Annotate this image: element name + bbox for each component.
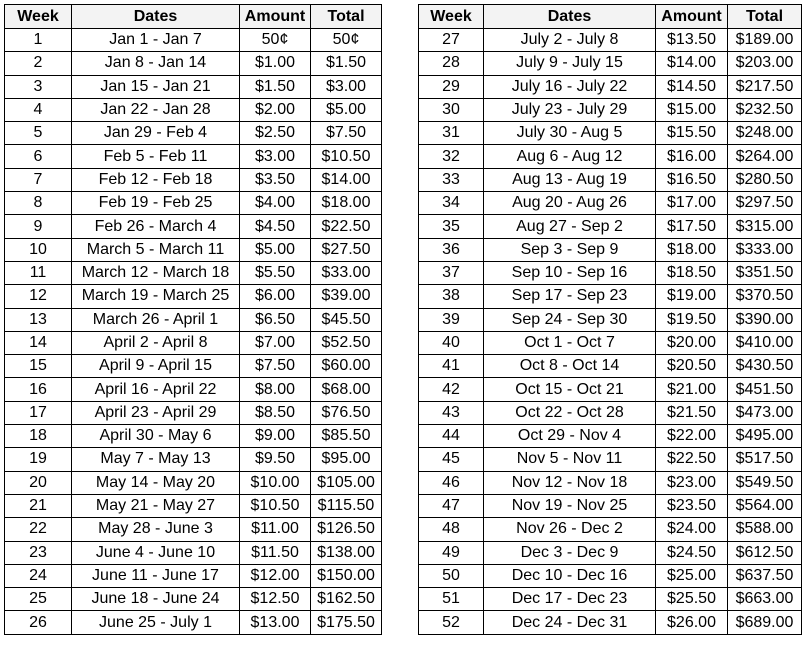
amount-cell: $8.00: [240, 378, 311, 401]
table-row: [419, 215, 802, 238]
amount-cell: $10.00: [240, 471, 311, 494]
week-cell: 36: [419, 238, 484, 261]
week-cell: 21: [5, 494, 72, 517]
amount-cell: $2.00: [240, 98, 311, 121]
week-cell: 27: [419, 29, 484, 52]
week-cell: 46: [419, 471, 484, 494]
dates-cell: June 11 - June 17: [72, 564, 240, 587]
table-row: [419, 588, 802, 611]
amount-cell: $21.00: [656, 378, 728, 401]
dates-cell: April 23 - April 29: [72, 401, 240, 424]
amount-cell: $20.50: [656, 355, 728, 378]
dates-cell: Aug 20 - Aug 26: [484, 192, 656, 215]
dates-cell: Sep 17 - Sep 23: [484, 285, 656, 308]
total-cell: $105.00: [311, 471, 382, 494]
table-row: [419, 331, 802, 354]
amount-cell: $17.50: [656, 215, 728, 238]
week-cell: 16: [5, 378, 72, 401]
week-cell: 43: [419, 401, 484, 424]
week-cell: 5: [5, 122, 72, 145]
week-cell: 52: [419, 611, 484, 634]
amount-cell: $19.50: [656, 308, 728, 331]
table-row: [419, 98, 802, 121]
amount-cell: $6.00: [240, 285, 311, 308]
total-cell: $5.00: [311, 98, 382, 121]
table-row: [5, 238, 382, 261]
total-cell: $27.50: [311, 238, 382, 261]
amount-cell: $1.00: [240, 52, 311, 75]
total-cell: $126.50: [311, 518, 382, 541]
week-cell: 3: [5, 75, 72, 98]
amount-cell: $7.50: [240, 355, 311, 378]
total-cell: $333.00: [728, 238, 802, 261]
dates-cell: July 2 - July 8: [484, 29, 656, 52]
total-cell: $351.50: [728, 261, 802, 284]
week-cell: 22: [5, 518, 72, 541]
total-cell: $14.00: [311, 168, 382, 191]
table-row: [419, 168, 802, 191]
total-column-header: Total: [311, 5, 382, 29]
total-cell: $52.50: [311, 331, 382, 354]
total-cell: $370.50: [728, 285, 802, 308]
table-row: [5, 168, 382, 191]
table-row: [5, 331, 382, 354]
week-cell: 39: [419, 308, 484, 331]
week-cell: 48: [419, 518, 484, 541]
amount-cell: $26.00: [656, 611, 728, 634]
amount-cell: $7.00: [240, 331, 311, 354]
dates-cell: Oct 22 - Oct 28: [484, 401, 656, 424]
amount-cell: $11.50: [240, 541, 311, 564]
total-cell: $39.00: [311, 285, 382, 308]
week-cell: 1: [5, 29, 72, 52]
table-row: [5, 564, 382, 587]
table-row: [419, 308, 802, 331]
dates-cell: Feb 26 - March 4: [72, 215, 240, 238]
table-row: [419, 448, 802, 471]
table-row: [419, 75, 802, 98]
table-row: [419, 611, 802, 634]
table-body-right: [419, 29, 802, 635]
table-row: [5, 518, 382, 541]
dates-cell: April 9 - April 15: [72, 355, 240, 378]
total-cell: $203.00: [728, 52, 802, 75]
total-cell: $495.00: [728, 425, 802, 448]
table-row: [419, 145, 802, 168]
dates-cell: Aug 6 - Aug 12: [484, 145, 656, 168]
total-cell: $315.00: [728, 215, 802, 238]
amount-cell: $14.50: [656, 75, 728, 98]
total-cell: 50¢: [311, 29, 382, 52]
total-cell: $150.00: [311, 564, 382, 587]
total-column-header: Total: [728, 5, 802, 29]
table-row: [5, 425, 382, 448]
dates-cell: Jan 8 - Jan 14: [72, 52, 240, 75]
total-cell: $280.50: [728, 168, 802, 191]
table-row: [419, 564, 802, 587]
table-row: [5, 471, 382, 494]
amount-cell: $17.00: [656, 192, 728, 215]
table-row: [419, 401, 802, 424]
dates-cell: March 19 - March 25: [72, 285, 240, 308]
total-cell: $549.50: [728, 471, 802, 494]
week-cell: 26: [5, 611, 72, 634]
week-cell: 13: [5, 308, 72, 331]
week-cell: 50: [419, 564, 484, 587]
total-cell: $689.00: [728, 611, 802, 634]
week-cell: 40: [419, 331, 484, 354]
dates-cell: Nov 19 - Nov 25: [484, 494, 656, 517]
amount-cell: $6.50: [240, 308, 311, 331]
week-cell: 38: [419, 285, 484, 308]
amount-cell: 50¢: [240, 29, 311, 52]
week-cell: 8: [5, 192, 72, 215]
schedule-table-weeks-1-26: [4, 4, 382, 635]
dates-cell: April 2 - April 8: [72, 331, 240, 354]
table-row: [5, 261, 382, 284]
week-cell: 11: [5, 261, 72, 284]
table-row: [5, 75, 382, 98]
table-row: [5, 355, 382, 378]
week-cell: 6: [5, 145, 72, 168]
week-cell: 12: [5, 285, 72, 308]
amount-cell: $15.00: [656, 98, 728, 121]
total-cell: $3.00: [311, 75, 382, 98]
total-cell: $232.50: [728, 98, 802, 121]
total-cell: $637.50: [728, 564, 802, 587]
week-cell: 30: [419, 98, 484, 121]
amount-cell: $3.00: [240, 145, 311, 168]
week-cell: 15: [5, 355, 72, 378]
dates-cell: Dec 24 - Dec 31: [484, 611, 656, 634]
week-cell: 18: [5, 425, 72, 448]
table-body-left: [5, 29, 382, 635]
amount-cell: $19.00: [656, 285, 728, 308]
amount-cell: $21.50: [656, 401, 728, 424]
amount-cell: $11.00: [240, 518, 311, 541]
week-cell: 17: [5, 401, 72, 424]
table-row: [5, 308, 382, 331]
total-cell: $10.50: [311, 145, 382, 168]
week-cell: 33: [419, 168, 484, 191]
amount-cell: $22.50: [656, 448, 728, 471]
table-header-row: [5, 5, 382, 29]
week-cell: 2: [5, 52, 72, 75]
week-cell: 51: [419, 588, 484, 611]
dates-cell: Oct 15 - Oct 21: [484, 378, 656, 401]
week-cell: 14: [5, 331, 72, 354]
week-cell: 7: [5, 168, 72, 191]
amount-cell: $12.00: [240, 564, 311, 587]
dates-cell: Jan 29 - Feb 4: [72, 122, 240, 145]
dates-cell: Nov 26 - Dec 2: [484, 518, 656, 541]
amount-cell: $18.00: [656, 238, 728, 261]
table-row: [5, 145, 382, 168]
week-cell: 47: [419, 494, 484, 517]
amount-cell: $24.00: [656, 518, 728, 541]
table-row: [419, 285, 802, 308]
table-row: [5, 541, 382, 564]
table-row: [5, 192, 382, 215]
dates-cell: Nov 5 - Nov 11: [484, 448, 656, 471]
dates-cell: July 23 - July 29: [484, 98, 656, 121]
amount-column-header: Amount: [240, 5, 311, 29]
table-row: [5, 122, 382, 145]
dates-cell: Oct 29 - Nov 4: [484, 425, 656, 448]
total-cell: $1.50: [311, 52, 382, 75]
table-row: [5, 285, 382, 308]
dates-cell: Oct 1 - Oct 7: [484, 331, 656, 354]
table-row: [419, 355, 802, 378]
amount-cell: $16.50: [656, 168, 728, 191]
week-cell: 44: [419, 425, 484, 448]
amount-cell: $3.50: [240, 168, 311, 191]
total-cell: $189.00: [728, 29, 802, 52]
total-cell: $473.00: [728, 401, 802, 424]
dates-cell: March 26 - April 1: [72, 308, 240, 331]
dates-cell: May 7 - May 13: [72, 448, 240, 471]
dates-cell: July 16 - July 22: [484, 75, 656, 98]
dates-cell: May 14 - May 20: [72, 471, 240, 494]
table-row: [419, 378, 802, 401]
schedule-table-weeks-27-52: [418, 4, 802, 635]
total-cell: $588.00: [728, 518, 802, 541]
amount-cell: $15.50: [656, 122, 728, 145]
table-header-row: [419, 5, 802, 29]
week-cell: 31: [419, 122, 484, 145]
table-row: [5, 378, 382, 401]
amount-cell: $23.50: [656, 494, 728, 517]
total-cell: $162.50: [311, 588, 382, 611]
table-row: [5, 588, 382, 611]
week-cell: 49: [419, 541, 484, 564]
dates-cell: June 18 - June 24: [72, 588, 240, 611]
dates-cell: Oct 8 - Oct 14: [484, 355, 656, 378]
table-row: [419, 52, 802, 75]
dates-cell: May 28 - June 3: [72, 518, 240, 541]
amount-cell: $5.00: [240, 238, 311, 261]
amount-cell: $9.50: [240, 448, 311, 471]
total-cell: $85.50: [311, 425, 382, 448]
amount-cell: $13.00: [240, 611, 311, 634]
dates-cell: Dec 3 - Dec 9: [484, 541, 656, 564]
total-cell: $663.00: [728, 588, 802, 611]
amount-cell: $4.00: [240, 192, 311, 215]
total-cell: $60.00: [311, 355, 382, 378]
table-row: [419, 238, 802, 261]
week-cell: 45: [419, 448, 484, 471]
total-cell: $18.00: [311, 192, 382, 215]
table-row: [5, 401, 382, 424]
week-cell: 37: [419, 261, 484, 284]
total-cell: $115.50: [311, 494, 382, 517]
dates-cell: March 5 - March 11: [72, 238, 240, 261]
dates-cell: April 16 - April 22: [72, 378, 240, 401]
total-cell: $264.00: [728, 145, 802, 168]
dates-cell: July 30 - Aug 5: [484, 122, 656, 145]
amount-cell: $4.50: [240, 215, 311, 238]
table-row: [5, 52, 382, 75]
amount-cell: $24.50: [656, 541, 728, 564]
savings-schedule-sheet: [0, 4, 805, 649]
dates-cell: Dec 17 - Dec 23: [484, 588, 656, 611]
dates-column-header: Dates: [484, 5, 656, 29]
dates-cell: Jan 22 - Jan 28: [72, 98, 240, 121]
dates-cell: July 9 - July 15: [484, 52, 656, 75]
total-cell: $138.00: [311, 541, 382, 564]
total-cell: $430.50: [728, 355, 802, 378]
dates-cell: Sep 3 - Sep 9: [484, 238, 656, 261]
total-cell: $76.50: [311, 401, 382, 424]
total-cell: $297.50: [728, 192, 802, 215]
week-cell: 19: [5, 448, 72, 471]
week-cell: 28: [419, 52, 484, 75]
table-row: [419, 29, 802, 52]
amount-cell: $18.50: [656, 261, 728, 284]
total-cell: $451.50: [728, 378, 802, 401]
table-row: [419, 471, 802, 494]
total-cell: $7.50: [311, 122, 382, 145]
week-cell: 24: [5, 564, 72, 587]
total-cell: $68.00: [311, 378, 382, 401]
table-row: [419, 192, 802, 215]
table-row: [419, 425, 802, 448]
table-row: [419, 541, 802, 564]
dates-cell: Aug 27 - Sep 2: [484, 215, 656, 238]
dates-cell: Sep 24 - Sep 30: [484, 308, 656, 331]
table-row: [5, 98, 382, 121]
dates-cell: Aug 13 - Aug 19: [484, 168, 656, 191]
amount-cell: $13.50: [656, 29, 728, 52]
table-row: [5, 29, 382, 52]
dates-cell: April 30 - May 6: [72, 425, 240, 448]
dates-cell: March 12 - March 18: [72, 261, 240, 284]
amount-cell: $22.00: [656, 425, 728, 448]
week-column-header: Week: [5, 5, 72, 29]
amount-cell: $1.50: [240, 75, 311, 98]
amount-cell: $10.50: [240, 494, 311, 517]
table-row: [5, 448, 382, 471]
amount-cell: $25.00: [656, 564, 728, 587]
amount-cell: $9.00: [240, 425, 311, 448]
dates-cell: Jan 15 - Jan 21: [72, 75, 240, 98]
week-cell: 9: [5, 215, 72, 238]
table-row: [419, 122, 802, 145]
week-cell: 4: [5, 98, 72, 121]
table-row: [419, 518, 802, 541]
table-row: [5, 611, 382, 634]
dates-column-header: Dates: [72, 5, 240, 29]
total-cell: $410.00: [728, 331, 802, 354]
week-column-header: Week: [419, 5, 484, 29]
table-row: [419, 494, 802, 517]
total-cell: $564.00: [728, 494, 802, 517]
total-cell: $22.50: [311, 215, 382, 238]
table-row: [5, 494, 382, 517]
amount-cell: $20.00: [656, 331, 728, 354]
week-cell: 32: [419, 145, 484, 168]
total-cell: $390.00: [728, 308, 802, 331]
table-row: [5, 215, 382, 238]
amount-cell: $2.50: [240, 122, 311, 145]
week-cell: 23: [5, 541, 72, 564]
dates-cell: June 4 - June 10: [72, 541, 240, 564]
amount-cell: $8.50: [240, 401, 311, 424]
total-cell: $248.00: [728, 122, 802, 145]
dates-cell: Sep 10 - Sep 16: [484, 261, 656, 284]
dates-cell: June 25 - July 1: [72, 611, 240, 634]
total-cell: $612.50: [728, 541, 802, 564]
week-cell: 10: [5, 238, 72, 261]
week-cell: 25: [5, 588, 72, 611]
week-cell: 41: [419, 355, 484, 378]
amount-cell: $14.00: [656, 52, 728, 75]
week-cell: 34: [419, 192, 484, 215]
dates-cell: Feb 5 - Feb 11: [72, 145, 240, 168]
total-cell: $33.00: [311, 261, 382, 284]
dates-cell: Jan 1 - Jan 7: [72, 29, 240, 52]
total-cell: $175.50: [311, 611, 382, 634]
dates-cell: Dec 10 - Dec 16: [484, 564, 656, 587]
amount-cell: $16.00: [656, 145, 728, 168]
total-cell: $517.50: [728, 448, 802, 471]
table-row: [419, 261, 802, 284]
amount-cell: $12.50: [240, 588, 311, 611]
dates-cell: Feb 12 - Feb 18: [72, 168, 240, 191]
total-cell: $95.00: [311, 448, 382, 471]
amount-cell: $25.50: [656, 588, 728, 611]
amount-cell: $23.00: [656, 471, 728, 494]
amount-cell: $5.50: [240, 261, 311, 284]
total-cell: $217.50: [728, 75, 802, 98]
dates-cell: Feb 19 - Feb 25: [72, 192, 240, 215]
week-cell: 29: [419, 75, 484, 98]
week-cell: 42: [419, 378, 484, 401]
dates-cell: May 21 - May 27: [72, 494, 240, 517]
dates-cell: Nov 12 - Nov 18: [484, 471, 656, 494]
amount-column-header: Amount: [656, 5, 728, 29]
week-cell: 20: [5, 471, 72, 494]
total-cell: $45.50: [311, 308, 382, 331]
week-cell: 35: [419, 215, 484, 238]
